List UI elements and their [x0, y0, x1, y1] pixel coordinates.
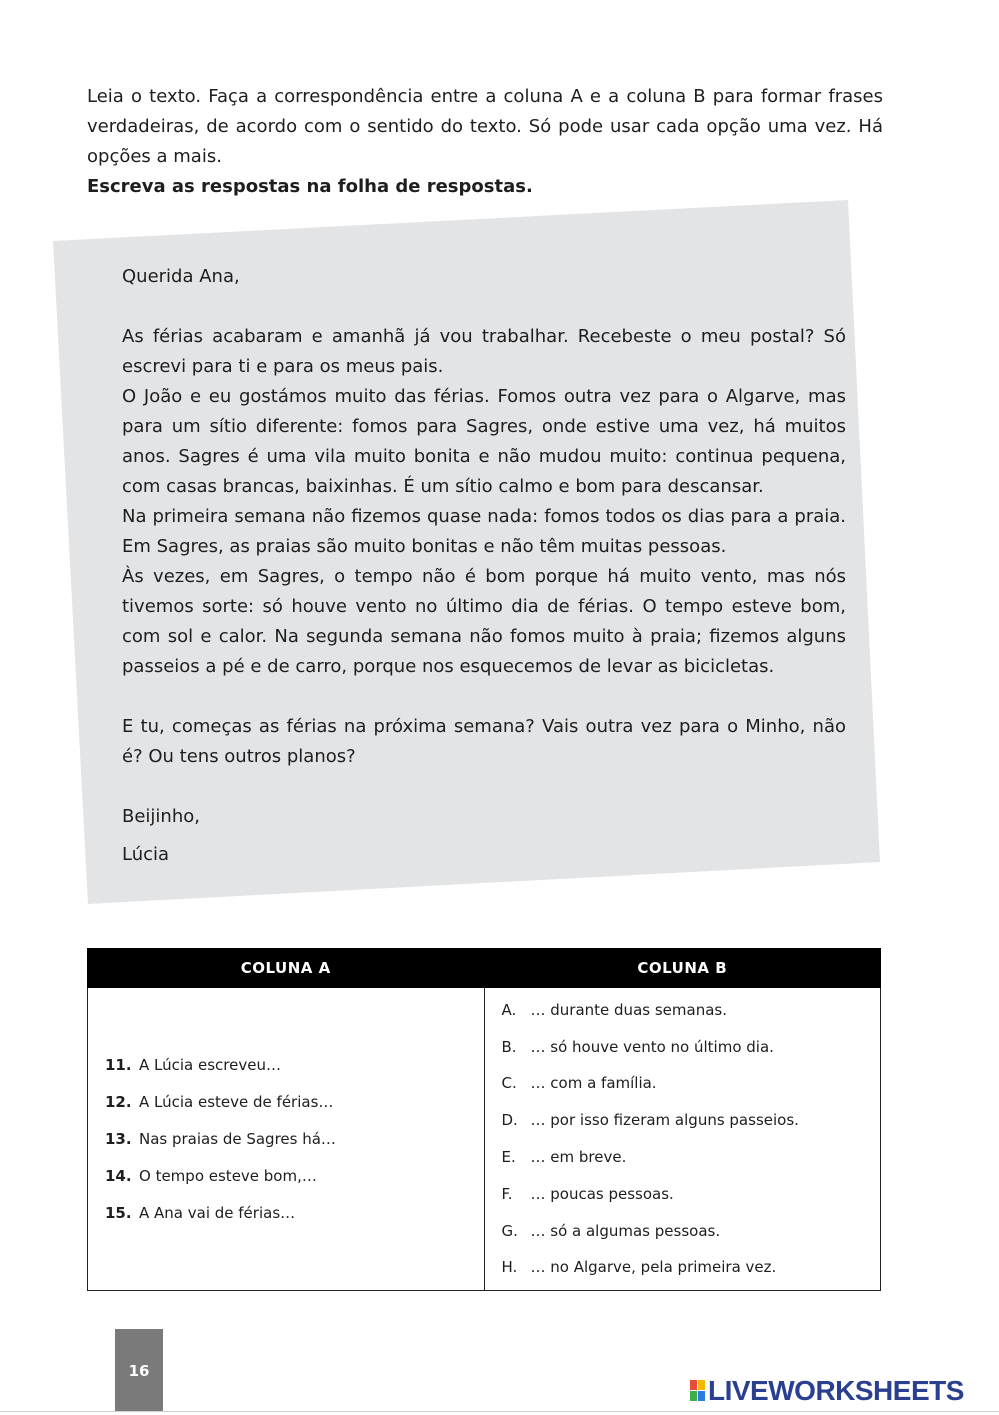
column-a-item: [105, 1195, 484, 1232]
option-text: … em breve.: [530, 1148, 627, 1166]
page-number: 16: [115, 1329, 163, 1412]
letter-paragraph: Na primeira semana não fizemos quase nada: fomos todos os dias para a praia. Em Sagres, as praias são muito bonitas e não têm muitas pessoas.: [122, 506, 846, 557]
column-a-header: COLUNA A: [88, 949, 485, 988]
item-text: O tempo esteve bom,…: [139, 1166, 317, 1185]
option-text: … com a família.: [530, 1074, 657, 1093]
column-b-option: [502, 1176, 881, 1213]
option-letter: D.: [501, 1111, 518, 1130]
option-text: … só a algumas pessoas.: [530, 1221, 721, 1240]
item-number: 15.: [105, 1203, 132, 1222]
logo-text: LIVEWORKSHEETS: [708, 1375, 964, 1406]
item-number: 14.: [105, 1166, 132, 1185]
item-number: 12.: [105, 1092, 132, 1111]
column-a-item: [105, 1047, 484, 1084]
item-text: A Lúcia escreveu…: [139, 1055, 281, 1074]
column-b-header: COLUNA B: [484, 949, 881, 988]
item-number: 13.: [105, 1129, 132, 1148]
letter-paragraph: O João e eu gostámos muito das férias. Fomos outra vez para o Algarve, mas para um sítio diferente: fomos para Sagres, onde estive uma vez, há muitos anos. Sagres é uma vila muito bonita e não mudou muito: continua pequena, com casas brancas, baixinhas. É um sítio calmo e bom para descansar.: [122, 386, 846, 497]
letter: [122, 262, 846, 870]
item-text: A Ana vai de férias…: [139, 1203, 296, 1222]
column-b-option: [502, 992, 881, 1029]
column-b-option: [502, 1029, 881, 1066]
option-letter: G.: [501, 1221, 518, 1240]
column-b-option: [502, 1102, 881, 1139]
letter-closing: Beijinho,: [122, 806, 200, 827]
option-letter: C.: [501, 1074, 517, 1093]
option-letter: E.: [501, 1148, 516, 1166]
item-number: 11.: [105, 1055, 132, 1074]
instructions-bold: Escreva as respostas na folha de respostas.: [87, 176, 533, 197]
option-text: … durante duas semanas.: [530, 1000, 727, 1019]
item-text: Nas praias de Sagres há…: [139, 1129, 336, 1148]
column-b-cell: [484, 988, 881, 1291]
column-a-item: [105, 1158, 484, 1195]
liveworksheets-logo[interactable]: [690, 1374, 964, 1408]
option-text: … poucas pessoas.: [530, 1184, 674, 1203]
letter-greeting: Querida Ana,: [122, 266, 240, 287]
letter-paragraph: As férias acabaram e amanhã já vou trabalhar. Recebeste o meu postal? Só escrevi para ti e para os meus pais.: [122, 326, 846, 377]
liveworksheets-logo-icon: [690, 1380, 706, 1402]
column-a-cell: [88, 988, 485, 1291]
option-letter: B.: [501, 1037, 517, 1056]
option-letter: F.: [501, 1184, 513, 1203]
column-b-option: [502, 1139, 881, 1176]
option-text: … por isso fizeram alguns passeios.: [530, 1111, 799, 1130]
column-b-option: [502, 1213, 881, 1250]
column-b-option: [502, 1065, 881, 1102]
bottom-divider: [0, 1411, 999, 1412]
instructions-text: Leia o texto. Faça a correspondência entre a coluna A e a coluna B para formar frases verdadeiras, de acordo com o sentido do texto. Só pode usar cada opção uma vez. Há opções a mais.: [87, 86, 883, 167]
column-b-option: [502, 1249, 881, 1286]
letter-signature: Lúcia: [122, 844, 170, 865]
column-a-item: [105, 1121, 484, 1158]
column-a-item: [105, 1084, 484, 1121]
option-text: … só houve vento no último dia.: [530, 1037, 774, 1056]
option-letter: H.: [501, 1258, 518, 1277]
letter-question: E tu, começas as férias na próxima semana? Vais outra vez para o Minho, não é? Ou tens outros planos?: [122, 716, 846, 767]
matching-table: [87, 948, 881, 1291]
option-letter: A.: [501, 1000, 517, 1019]
option-text: … no Algarve, pela primeira vez.: [530, 1258, 777, 1277]
letter-paragraph: Às vezes, em Sagres, o tempo não é bom porque há muito vento, mas nós tivemos sorte: só houve vento no último dia de férias. O tempo esteve bom, com sol e calor. Na segunda semana não fomos muito à praia; fizemos alguns passeios a pé e de carro, porque nos esquecemos de levar as bicicletas.: [122, 566, 846, 677]
item-text: A Lúcia esteve de férias…: [139, 1092, 334, 1111]
